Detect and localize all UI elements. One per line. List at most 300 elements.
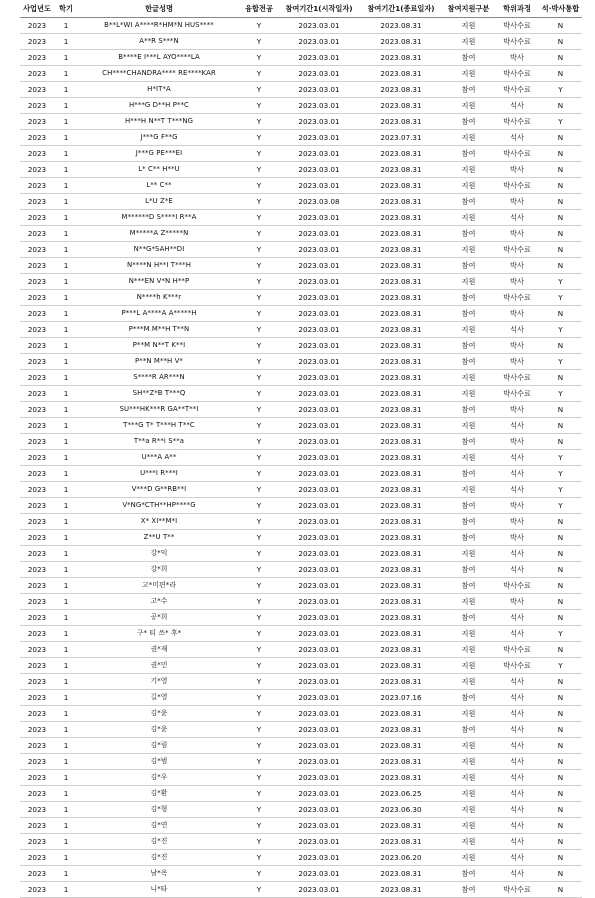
cell-start-date: 2023.03.01	[278, 658, 360, 674]
cell-degree-program: 석사	[495, 754, 539, 770]
cell-support-type: 지원	[442, 18, 495, 34]
cell-degree-program: 박사수료	[495, 642, 539, 658]
cell-degree-program: 석사	[495, 610, 539, 626]
cell-semester: 1	[54, 290, 78, 306]
cell-semester: 1	[54, 386, 78, 402]
cell-name: Z**U T**	[78, 530, 240, 546]
cell-semester: 1	[54, 834, 78, 850]
cell-convergence-major: Y	[240, 514, 278, 530]
cell-convergence-major: Y	[240, 226, 278, 242]
cell-support-type: 참여	[442, 146, 495, 162]
cell-year: 2023	[20, 722, 54, 738]
table-row	[20, 642, 582, 658]
cell-convergence-major: Y	[240, 274, 278, 290]
cell-start-date: 2023.03.01	[278, 482, 360, 498]
cell-name: J***G F**G	[78, 130, 240, 146]
cell-support-type: 참여	[442, 306, 495, 322]
cell-support-type: 참여	[442, 290, 495, 306]
table-header-row	[20, 0, 582, 18]
cell-end-date: 2023.06.30	[360, 802, 442, 818]
cell-integrated-program: N	[539, 530, 582, 546]
cell-degree-program: 박사수료	[495, 114, 539, 130]
header-degree-program: 학위과정	[495, 0, 539, 18]
cell-semester: 1	[54, 770, 78, 786]
table-row	[20, 114, 582, 130]
cell-semester: 1	[54, 114, 78, 130]
cell-integrated-program: N	[539, 514, 582, 530]
cell-support-type: 지원	[442, 418, 495, 434]
cell-end-date: 2023.07.16	[360, 690, 442, 706]
cell-degree-program: 석사	[495, 786, 539, 802]
cell-degree-program: 석사	[495, 418, 539, 434]
cell-year: 2023	[20, 802, 54, 818]
cell-integrated-program: N	[539, 418, 582, 434]
cell-support-type: 참여	[442, 530, 495, 546]
cell-start-date: 2023.03.01	[278, 530, 360, 546]
cell-semester: 1	[54, 434, 78, 450]
cell-support-type: 참여	[442, 402, 495, 418]
table-row	[20, 98, 582, 114]
cell-degree-program: 석사	[495, 546, 539, 562]
cell-integrated-program: N	[539, 130, 582, 146]
cell-year: 2023	[20, 482, 54, 498]
cell-end-date: 2023.08.31	[360, 258, 442, 274]
cell-integrated-program: N	[539, 706, 582, 722]
cell-end-date: 2023.08.31	[360, 66, 442, 82]
cell-end-date: 2023.08.31	[360, 306, 442, 322]
cell-integrated-program: N	[539, 562, 582, 578]
table-body	[20, 18, 582, 898]
cell-name: P**N M**H V*	[78, 354, 240, 370]
cell-integrated-program: N	[539, 882, 582, 898]
cell-integrated-program: N	[539, 610, 582, 626]
cell-year: 2023	[20, 226, 54, 242]
cell-support-type: 참여	[442, 434, 495, 450]
cell-convergence-major: Y	[240, 802, 278, 818]
table-row	[20, 738, 582, 754]
table-row	[20, 82, 582, 98]
table-row	[20, 386, 582, 402]
cell-integrated-program: N	[539, 178, 582, 194]
table-row	[20, 850, 582, 866]
cell-semester: 1	[54, 578, 78, 594]
cell-support-type: 지원	[442, 34, 495, 50]
cell-support-type: 참여	[442, 354, 495, 370]
cell-name: M******D S****I R**A	[78, 210, 240, 226]
cell-start-date: 2023.03.01	[278, 354, 360, 370]
cell-year: 2023	[20, 114, 54, 130]
cell-integrated-program: Y	[539, 322, 582, 338]
cell-semester: 1	[54, 162, 78, 178]
cell-semester: 1	[54, 258, 78, 274]
cell-degree-program: 박사수료	[495, 18, 539, 34]
cell-convergence-major: Y	[240, 754, 278, 770]
cell-degree-program: 박사	[495, 162, 539, 178]
cell-end-date: 2023.08.31	[360, 114, 442, 130]
cell-year: 2023	[20, 594, 54, 610]
cell-semester: 1	[54, 482, 78, 498]
cell-degree-program: 석사	[495, 866, 539, 882]
cell-degree-program: 석사	[495, 722, 539, 738]
cell-convergence-major: Y	[240, 130, 278, 146]
cell-convergence-major: Y	[240, 418, 278, 434]
cell-degree-program: 박사수료	[495, 34, 539, 50]
cell-integrated-program: Y	[539, 626, 582, 642]
cell-convergence-major: Y	[240, 306, 278, 322]
cell-semester: 1	[54, 594, 78, 610]
cell-convergence-major: Y	[240, 162, 278, 178]
cell-semester: 1	[54, 370, 78, 386]
cell-name: B**L*WI A****R*HM*N HUS****	[78, 18, 240, 34]
cell-semester: 1	[54, 882, 78, 898]
cell-integrated-program: N	[539, 546, 582, 562]
table-row	[20, 578, 582, 594]
cell-semester: 1	[54, 418, 78, 434]
cell-convergence-major: Y	[240, 610, 278, 626]
cell-year: 2023	[20, 306, 54, 322]
cell-support-type: 참여	[442, 562, 495, 578]
participant-table	[20, 0, 582, 898]
cell-degree-program: 석사	[495, 98, 539, 114]
cell-start-date: 2023.03.01	[278, 882, 360, 898]
cell-support-type: 지원	[442, 274, 495, 290]
cell-convergence-major: Y	[240, 626, 278, 642]
cell-integrated-program: N	[539, 226, 582, 242]
table-row	[20, 610, 582, 626]
cell-start-date: 2023.03.01	[278, 322, 360, 338]
cell-year: 2023	[20, 242, 54, 258]
cell-end-date: 2023.08.31	[360, 738, 442, 754]
cell-convergence-major: Y	[240, 530, 278, 546]
cell-end-date: 2023.08.31	[360, 722, 442, 738]
cell-end-date: 2023.08.31	[360, 210, 442, 226]
table-row	[20, 322, 582, 338]
table-row	[20, 482, 582, 498]
cell-year: 2023	[20, 290, 54, 306]
cell-end-date: 2023.08.31	[360, 754, 442, 770]
cell-year: 2023	[20, 738, 54, 754]
cell-integrated-program: Y	[539, 450, 582, 466]
cell-degree-program: 석사	[495, 770, 539, 786]
cell-convergence-major: Y	[240, 882, 278, 898]
cell-semester: 1	[54, 514, 78, 530]
cell-integrated-program: Y	[539, 498, 582, 514]
cell-integrated-program: Y	[539, 386, 582, 402]
cell-convergence-major: Y	[240, 338, 278, 354]
cell-support-type: 지원	[442, 642, 495, 658]
cell-name: 김*우	[78, 770, 240, 786]
cell-end-date: 2023.08.31	[360, 594, 442, 610]
cell-year: 2023	[20, 690, 54, 706]
cell-degree-program: 박사	[495, 258, 539, 274]
cell-name: H*IT*A	[78, 82, 240, 98]
cell-name: T**a R**i S**a	[78, 434, 240, 450]
table-row	[20, 370, 582, 386]
table-row	[20, 882, 582, 898]
cell-start-date: 2023.03.01	[278, 98, 360, 114]
cell-degree-program: 석사	[495, 706, 539, 722]
cell-convergence-major: Y	[240, 770, 278, 786]
cell-semester: 1	[54, 690, 78, 706]
cell-support-type: 지원	[442, 802, 495, 818]
table-row	[20, 706, 582, 722]
cell-degree-program: 박사수료	[495, 242, 539, 258]
cell-integrated-program: N	[539, 66, 582, 82]
cell-end-date: 2023.06.20	[360, 850, 442, 866]
cell-convergence-major: Y	[240, 786, 278, 802]
cell-integrated-program: N	[539, 770, 582, 786]
cell-end-date: 2023.07.31	[360, 130, 442, 146]
cell-start-date: 2023.03.01	[278, 18, 360, 34]
cell-start-date: 2023.03.01	[278, 226, 360, 242]
cell-name: B****E I***L AYO****LA	[78, 50, 240, 66]
cell-degree-program: 석사	[495, 210, 539, 226]
cell-support-type: 참여	[442, 514, 495, 530]
cell-integrated-program: N	[539, 18, 582, 34]
cell-integrated-program: N	[539, 834, 582, 850]
cell-end-date: 2023.08.31	[360, 98, 442, 114]
cell-start-date: 2023.03.01	[278, 642, 360, 658]
cell-semester: 1	[54, 658, 78, 674]
cell-integrated-program: N	[539, 194, 582, 210]
cell-end-date: 2023.08.31	[360, 434, 442, 450]
cell-end-date: 2023.08.31	[360, 546, 442, 562]
cell-start-date: 2023.03.01	[278, 578, 360, 594]
cell-degree-program: 박사	[495, 338, 539, 354]
table-row	[20, 290, 582, 306]
cell-integrated-program: N	[539, 818, 582, 834]
cell-start-date: 2023.03.01	[278, 706, 360, 722]
cell-semester: 1	[54, 50, 78, 66]
cell-start-date: 2023.03.01	[278, 338, 360, 354]
cell-integrated-program: N	[539, 850, 582, 866]
cell-degree-program: 박사	[495, 530, 539, 546]
cell-degree-program: 박사수료	[495, 386, 539, 402]
cell-start-date: 2023.03.01	[278, 258, 360, 274]
cell-start-date: 2023.03.01	[278, 402, 360, 418]
cell-convergence-major: Y	[240, 738, 278, 754]
cell-year: 2023	[20, 514, 54, 530]
table-row	[20, 210, 582, 226]
cell-year: 2023	[20, 146, 54, 162]
cell-name: 기*영	[78, 674, 240, 690]
cell-name: N**G*SAH**DI	[78, 242, 240, 258]
cell-end-date: 2023.08.31	[360, 466, 442, 482]
cell-start-date: 2023.03.08	[278, 194, 360, 210]
cell-degree-program: 박사수료	[495, 882, 539, 898]
cell-end-date: 2023.08.31	[360, 514, 442, 530]
cell-end-date: 2023.08.31	[360, 418, 442, 434]
cell-semester: 1	[54, 802, 78, 818]
cell-start-date: 2023.03.01	[278, 674, 360, 690]
cell-semester: 1	[54, 130, 78, 146]
cell-start-date: 2023.03.01	[278, 850, 360, 866]
cell-start-date: 2023.03.01	[278, 722, 360, 738]
cell-year: 2023	[20, 274, 54, 290]
cell-convergence-major: Y	[240, 386, 278, 402]
cell-support-type: 지원	[442, 834, 495, 850]
cell-semester: 1	[54, 146, 78, 162]
table-row	[20, 546, 582, 562]
cell-degree-program: 석사	[495, 562, 539, 578]
cell-convergence-major: Y	[240, 498, 278, 514]
cell-degree-program: 박사	[495, 594, 539, 610]
cell-integrated-program: N	[539, 434, 582, 450]
cell-support-type: 지원	[442, 658, 495, 674]
cell-name: A**R S***N	[78, 34, 240, 50]
table-row	[20, 434, 582, 450]
cell-semester: 1	[54, 722, 78, 738]
cell-convergence-major: Y	[240, 658, 278, 674]
header-integrated-program: 석·박사통합	[539, 0, 582, 18]
cell-end-date: 2023.08.31	[360, 882, 442, 898]
cell-convergence-major: Y	[240, 866, 278, 882]
cell-semester: 1	[54, 402, 78, 418]
table-row	[20, 658, 582, 674]
cell-year: 2023	[20, 770, 54, 786]
cell-start-date: 2023.03.01	[278, 466, 360, 482]
cell-end-date: 2023.08.31	[360, 642, 442, 658]
cell-degree-program: 석사	[495, 322, 539, 338]
table-row	[20, 466, 582, 482]
table-row	[20, 562, 582, 578]
cell-end-date: 2023.08.31	[360, 482, 442, 498]
table-row	[20, 450, 582, 466]
cell-convergence-major: Y	[240, 594, 278, 610]
cell-name: L* C** H**U	[78, 162, 240, 178]
table-row	[20, 514, 582, 530]
cell-convergence-major: Y	[240, 82, 278, 98]
cell-name: X* XI**M*I	[78, 514, 240, 530]
cell-end-date: 2023.08.31	[360, 578, 442, 594]
cell-integrated-program: N	[539, 50, 582, 66]
cell-support-type: 참여	[442, 498, 495, 514]
cell-end-date: 2023.08.31	[360, 146, 442, 162]
cell-convergence-major: Y	[240, 690, 278, 706]
cell-year: 2023	[20, 34, 54, 50]
cell-start-date: 2023.03.01	[278, 242, 360, 258]
cell-degree-program: 박사	[495, 434, 539, 450]
cell-convergence-major: Y	[240, 194, 278, 210]
cell-year: 2023	[20, 562, 54, 578]
cell-year: 2023	[20, 370, 54, 386]
cell-semester: 1	[54, 818, 78, 834]
cell-year: 2023	[20, 706, 54, 722]
cell-end-date: 2023.08.31	[360, 82, 442, 98]
cell-end-date: 2023.08.31	[360, 290, 442, 306]
cell-semester: 1	[54, 34, 78, 50]
cell-support-type: 지원	[442, 850, 495, 866]
cell-year: 2023	[20, 626, 54, 642]
cell-convergence-major: Y	[240, 546, 278, 562]
cell-support-type: 지원	[442, 98, 495, 114]
cell-support-type: 지원	[442, 786, 495, 802]
cell-end-date: 2023.08.31	[360, 354, 442, 370]
cell-name: T***G T* T***H T**C	[78, 418, 240, 434]
cell-degree-program: 박사수료	[495, 578, 539, 594]
cell-degree-program: 박사	[495, 514, 539, 530]
cell-end-date: 2023.08.31	[360, 34, 442, 50]
cell-integrated-program: Y	[539, 466, 582, 482]
cell-semester: 1	[54, 530, 78, 546]
cell-support-type: 지원	[442, 242, 495, 258]
cell-name: 김*환	[78, 786, 240, 802]
table-row	[20, 690, 582, 706]
cell-integrated-program: Y	[539, 114, 582, 130]
cell-start-date: 2023.03.01	[278, 786, 360, 802]
cell-support-type: 지원	[442, 178, 495, 194]
cell-name: U***I R***I	[78, 466, 240, 482]
cell-name: 강*희	[78, 562, 240, 578]
cell-semester: 1	[54, 306, 78, 322]
cell-support-type: 참여	[442, 466, 495, 482]
cell-support-type: 지원	[442, 162, 495, 178]
cell-year: 2023	[20, 754, 54, 770]
cell-end-date: 2023.08.31	[360, 18, 442, 34]
cell-start-date: 2023.03.01	[278, 690, 360, 706]
cell-start-date: 2023.03.01	[278, 546, 360, 562]
cell-degree-program: 석사	[495, 834, 539, 850]
cell-degree-program: 석사	[495, 850, 539, 866]
cell-integrated-program: Y	[539, 658, 582, 674]
cell-name: 김*범	[78, 754, 240, 770]
header-semester: 학기	[54, 0, 78, 18]
cell-convergence-major: Y	[240, 706, 278, 722]
cell-semester: 1	[54, 866, 78, 882]
cell-start-date: 2023.03.01	[278, 610, 360, 626]
cell-support-type: 지원	[442, 770, 495, 786]
cell-support-type: 참여	[442, 690, 495, 706]
cell-support-type: 지원	[442, 322, 495, 338]
cell-support-type: 지원	[442, 674, 495, 690]
header-year: 사업년도	[20, 0, 54, 18]
table-row	[20, 834, 582, 850]
cell-semester: 1	[54, 18, 78, 34]
cell-name: S****R AR***N	[78, 370, 240, 386]
cell-degree-program: 박사	[495, 50, 539, 66]
cell-start-date: 2023.03.01	[278, 82, 360, 98]
cell-start-date: 2023.03.01	[278, 66, 360, 82]
table-row	[20, 194, 582, 210]
cell-integrated-program: Y	[539, 354, 582, 370]
cell-name: L** C**	[78, 178, 240, 194]
cell-integrated-program: N	[539, 578, 582, 594]
table-row	[20, 18, 582, 34]
cell-semester: 1	[54, 850, 78, 866]
cell-start-date: 2023.03.01	[278, 386, 360, 402]
cell-convergence-major: Y	[240, 322, 278, 338]
cell-start-date: 2023.03.01	[278, 114, 360, 130]
cell-name: H***G D**H P**C	[78, 98, 240, 114]
cell-end-date: 2023.08.31	[360, 498, 442, 514]
cell-year: 2023	[20, 386, 54, 402]
cell-degree-program: 석사	[495, 738, 539, 754]
cell-convergence-major: Y	[240, 642, 278, 658]
cell-semester: 1	[54, 754, 78, 770]
cell-integrated-program: N	[539, 674, 582, 690]
cell-convergence-major: Y	[240, 290, 278, 306]
cell-convergence-major: Y	[240, 834, 278, 850]
cell-name: 김*진	[78, 834, 240, 850]
cell-degree-program: 박사	[495, 402, 539, 418]
cell-integrated-program: Y	[539, 482, 582, 498]
table-row	[20, 818, 582, 834]
cell-end-date: 2023.08.31	[360, 178, 442, 194]
cell-convergence-major: Y	[240, 562, 278, 578]
cell-semester: 1	[54, 626, 78, 642]
cell-start-date: 2023.03.01	[278, 178, 360, 194]
cell-degree-program: 박사수료	[495, 146, 539, 162]
